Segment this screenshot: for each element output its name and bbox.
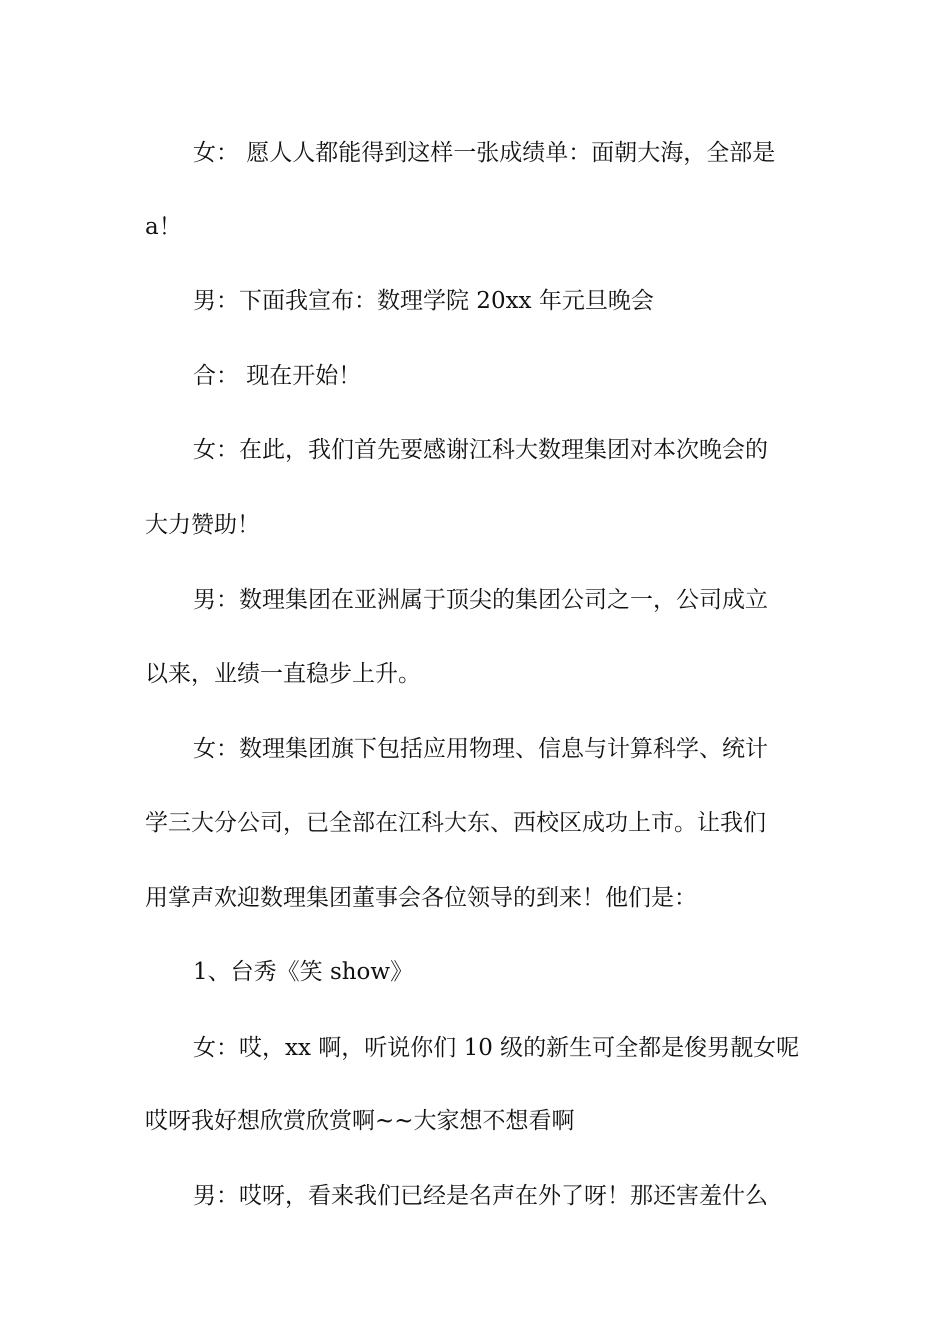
dialogue-line: 学三大分公司，已全部在江科大东、西校区成功上市。让我们: [145, 810, 766, 836]
dialogue-line: 女： 愿人人都能得到这样一张成绩单：面朝大海，全部是: [193, 140, 776, 166]
dialogue-line: 哎呀我好想欣赏欣赏啊~~大家想不想看啊: [145, 1108, 575, 1134]
dialogue-line: 以来，业绩一直稳步上升。: [145, 661, 421, 687]
dialogue-line: 合： 现在开始！: [193, 363, 362, 389]
dialogue-line: 男：下面我宣布：数理学院 20xx 年元旦晚会: [193, 288, 654, 314]
dialogue-line: 大力赞助！: [145, 512, 260, 538]
dialogue-line: 用掌声欢迎数理集团董事会各位领导的到来！他们是：: [145, 885, 697, 911]
dialogue-line: 女：在此，我们首先要感谢江科大数理集团对本次晚会的: [193, 437, 768, 463]
dialogue-line: 女：哎，xx 啊，听说你们 10 级的新生可全都是俊男靓女呢: [193, 1035, 800, 1061]
dialogue-line: 女：数理集团旗下包括应用物理、信息与计算科学、统计: [193, 736, 768, 762]
program-item: 1、台秀《笑 show》: [193, 959, 414, 985]
dialogue-line: 男：数理集团在亚洲属于顶尖的集团公司之一，公司成立: [193, 587, 768, 613]
dialogue-line: 男：哎呀，看来我们已经是名声在外了呀！那还害羞什么: [193, 1183, 768, 1209]
dialogue-line: a！: [145, 214, 182, 240]
